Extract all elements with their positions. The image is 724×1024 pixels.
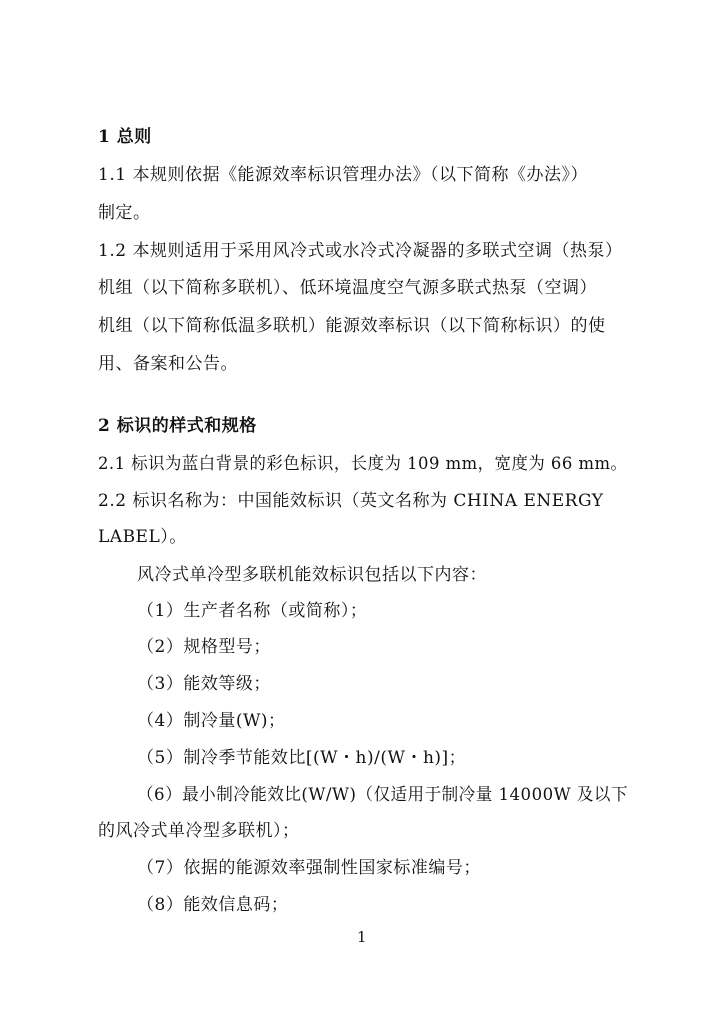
list-item-6: （6）最小制冷能效比(W/W)（仅适用于制冷量 14000W 及以下: [137, 785, 629, 805]
paragraph-1-2-line-1: 1.2 本规则适用于采用风冷式或水冷式冷凝器的多联式空调（热泵）: [98, 241, 623, 261]
paragraph-2-1: 2.1 标识为蓝白背景的彩色标识，长度为 109 mm，宽度为 66 mm。: [98, 454, 628, 474]
paragraph-1-2-line-4: 用、备案和公告。: [98, 354, 238, 374]
paragraph-2-2-line-1: 2.2 标识名称为：中国能效标识（英文名称为 CHINA ENERGY: [98, 491, 604, 511]
list-item-7: （7）依据的能源效率强制性国家标准编号；: [137, 858, 481, 878]
paragraph-1-2-line-3: 机组（以下简称低温多联机）能源效率标识（以下简称标识）的使: [98, 316, 606, 336]
section-1-title: 1 总则: [98, 127, 152, 147]
paragraph-1-1-line-2: 制定。: [98, 203, 151, 223]
paragraph-1-1-line-1: 1.1 本规则依据《能源效率标识管理办法》（以下简称《办法》）: [98, 165, 588, 185]
list-item-5: （5）制冷季节能效比[(W・h)/(W・h)]；: [137, 748, 467, 768]
section-2-title: 2 标识的样式和规格: [98, 416, 257, 436]
list-item-6-continuation: 的风冷式单冷型多联机）；: [98, 821, 300, 841]
paragraph-1-2-line-2: 机组（以下简称多联机）、低环境温度空气源多联式热泵（空调）: [98, 278, 597, 298]
list-item-2: （2）规格型号；: [137, 637, 271, 657]
contents-intro: 风冷式单冷型多联机能效标识包括以下内容：: [137, 565, 487, 585]
list-item-8: （8）能效信息码；: [137, 895, 289, 915]
list-item-4: （4）制冷量(W)；: [137, 711, 286, 731]
list-item-3: （3）能效等级；: [137, 674, 271, 694]
paragraph-2-2-line-2: LABEL）。: [98, 527, 187, 547]
page-number: 1: [356, 928, 368, 946]
list-item-1: （1）生产者名称（或简称）；: [137, 601, 368, 621]
